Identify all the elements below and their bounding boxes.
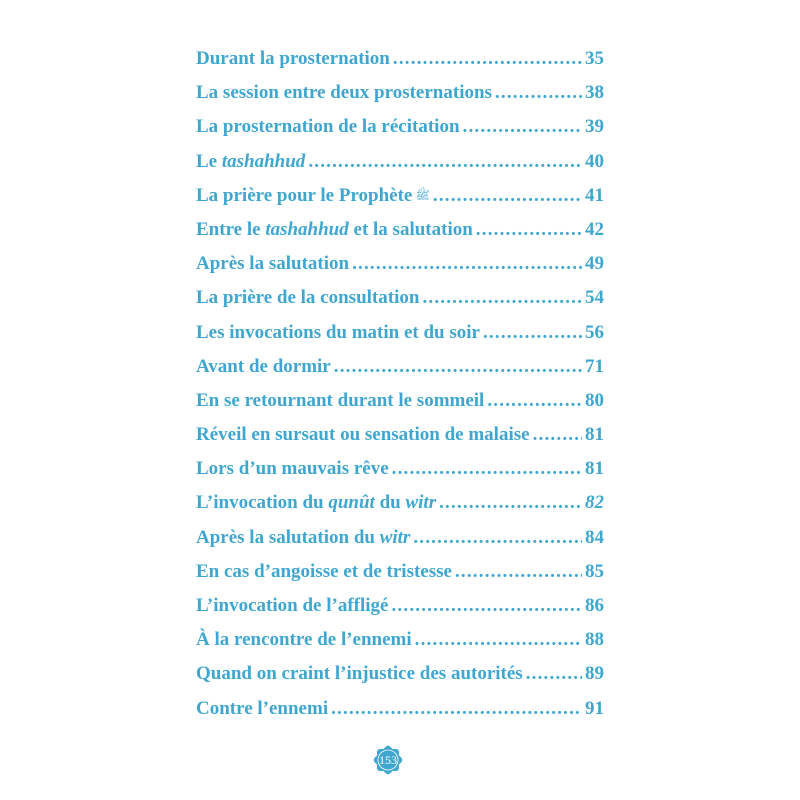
dot-leader — [334, 356, 582, 378]
toc-entry — [196, 151, 604, 185]
entry-page-number: 54 — [585, 287, 604, 309]
dot-leader — [391, 595, 582, 617]
title-italic-term: tashahhud — [265, 218, 349, 240]
entry-title: Réveil en sursaut ou sensation de malaise — [196, 424, 530, 446]
title-part: Le — [196, 150, 222, 172]
title-part: Entre le — [196, 218, 266, 240]
title-part: Après la salutation du — [196, 526, 380, 548]
dot-leader — [533, 424, 582, 446]
entry-title — [196, 151, 305, 173]
entry-title: Quand on craint l’injustice des autorités — [196, 663, 523, 685]
toc-entry — [196, 116, 604, 150]
dot-leader — [463, 116, 582, 138]
entry-page-number: 81 — [585, 458, 604, 480]
entry-page-number: 41 — [585, 184, 604, 206]
dot-leader — [352, 253, 582, 275]
entry-title — [196, 492, 436, 514]
entry-page-number: 89 — [585, 663, 604, 685]
entry-page-number: 91 — [585, 697, 604, 719]
toc-entry — [196, 219, 604, 253]
dot-leader — [422, 287, 582, 309]
title-italic-term: tashahhud — [221, 150, 306, 172]
entry-page-number: 40 — [585, 150, 604, 172]
toc-entry — [196, 322, 604, 356]
entry-page-number: 88 — [585, 629, 604, 651]
title-part: L’invocation du — [196, 492, 329, 514]
entry-page-number: 49 — [585, 253, 604, 275]
entry-page-number: 86 — [585, 595, 604, 616]
toc-entry — [196, 253, 604, 287]
dot-leader — [308, 151, 582, 173]
dot-leader — [392, 458, 582, 480]
toc-entry — [196, 595, 604, 629]
entry-page-number: 80 — [585, 389, 604, 411]
toc-entry — [196, 629, 604, 663]
entry-page-number: 84 — [585, 526, 604, 548]
entry-title — [196, 219, 473, 241]
toc-entry — [196, 185, 604, 219]
entry-page-number: 85 — [585, 560, 604, 582]
entry-title: En se retournant durant le sommeil — [196, 389, 485, 411]
toc-entry — [196, 492, 604, 526]
dot-leader — [476, 219, 582, 241]
title-italic-term: qunût — [328, 492, 375, 514]
table-of-contents — [196, 48, 604, 732]
entry-page-number: 42 — [585, 218, 604, 240]
toc-entry — [196, 458, 604, 492]
entry-page-number: 81 — [585, 424, 604, 446]
salawat-symbol: ﷺ — [415, 187, 430, 202]
dot-leader — [393, 48, 582, 70]
dot-leader — [487, 390, 582, 412]
dot-leader — [483, 322, 582, 344]
dot-leader — [439, 492, 582, 514]
toc-entry — [196, 48, 604, 82]
entry-page-number: 38 — [585, 82, 604, 104]
entry-page-number: 39 — [585, 116, 604, 138]
dot-leader — [415, 629, 582, 651]
entry-title: En cas d’angoisse et de tristesse — [196, 560, 452, 582]
toc-entry — [196, 356, 604, 390]
entry-title: L’invocation de l’affligé — [196, 595, 389, 616]
toc-entry — [196, 424, 604, 458]
toc-entry — [196, 527, 604, 561]
title-italic-term: witr — [405, 492, 437, 514]
entry-page-number: 35 — [585, 48, 604, 69]
entry-title: La prière de la consultation — [196, 287, 420, 309]
dot-leader — [413, 527, 582, 549]
dot-leader — [495, 82, 582, 104]
entry-title: Lors d’un mauvais rêve — [196, 458, 389, 480]
title-italic-term: witr — [379, 526, 411, 548]
entry-title: La session entre deux prosternations — [196, 82, 492, 104]
title-part: et la salutation — [348, 218, 473, 240]
entry-title: Avant de dormir — [196, 355, 331, 377]
entry-title: À la rencontre de l’ennemi — [196, 629, 412, 651]
entry-title — [196, 527, 410, 549]
dot-leader — [433, 185, 582, 207]
dot-leader — [526, 663, 582, 685]
entry-title: La prosternation de la récitation — [196, 116, 460, 138]
entry-title: Après la salutation — [196, 253, 350, 275]
entry-page-number: 82 — [585, 492, 604, 514]
title-part: La prière pour le Prophète — [196, 184, 413, 206]
entry-title — [196, 185, 430, 207]
toc-entry — [196, 663, 604, 697]
entry-title: Contre l’ennemi — [196, 697, 329, 719]
dot-leader — [331, 698, 582, 720]
toc-entry — [196, 390, 604, 424]
title-part: du — [374, 492, 406, 514]
entry-page-number: 56 — [585, 321, 604, 343]
toc-entry — [196, 561, 604, 595]
entry-title: Les invocations du matin et du soir — [196, 321, 480, 343]
toc-entry — [196, 698, 604, 732]
dot-leader — [455, 561, 582, 583]
page-number: 153 — [379, 753, 397, 767]
entry-page-number: 71 — [585, 355, 604, 377]
entry-title: Durant la prosternation — [196, 48, 390, 69]
toc-entry — [196, 82, 604, 116]
toc-entry — [196, 287, 604, 321]
